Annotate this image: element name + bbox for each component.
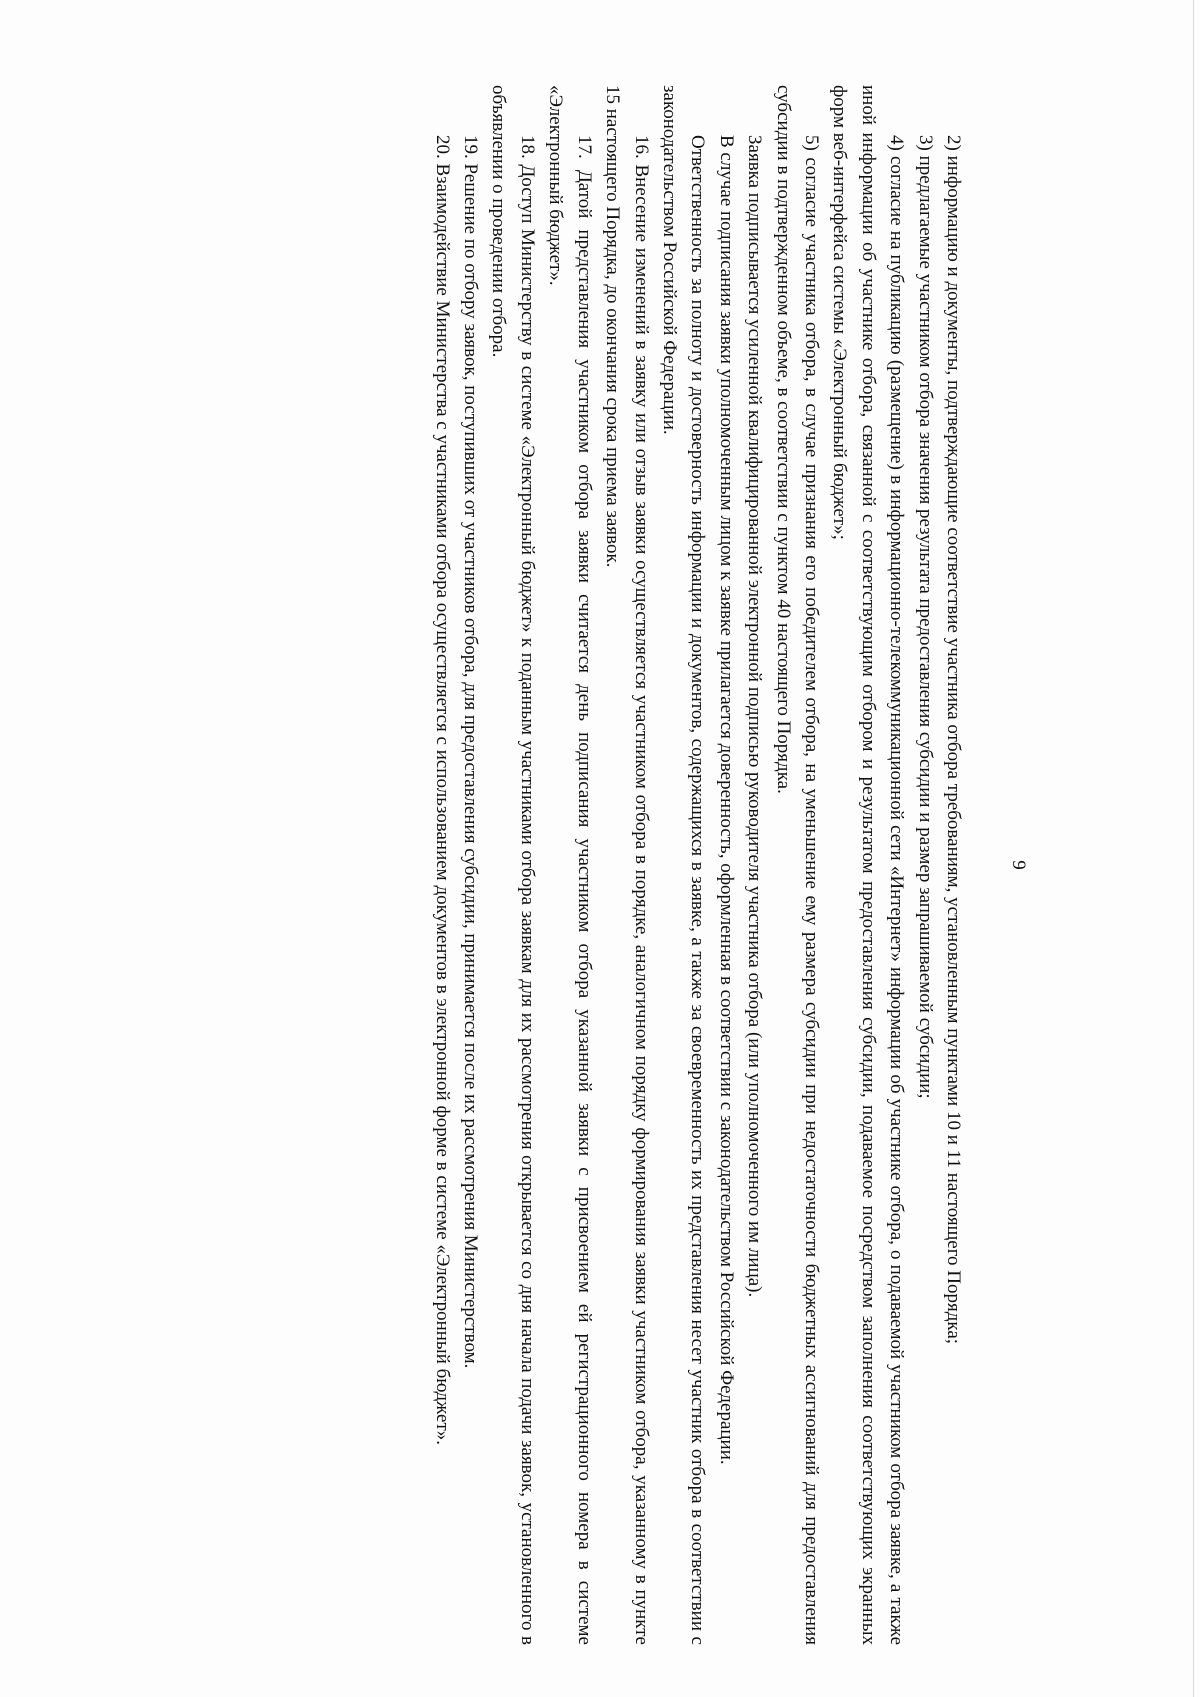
rotated-text-block [129, 85, 1029, 1645]
paragraph-16: 16. Внесение изменений в заявку или отзыв заявки осуществляется участником отбора в порядке, аналогичном порядку формирования заявки участником отбора, указанному в пункте 15 настоящего Порядка, до окончания срока приема заявок. [602, 85, 652, 1645]
paragraph-19: 19. Решение по отбору заявок, поступивших от участников отбора, для предоставления субсидии, принимается после их рассмотрения Министерством. [460, 135, 482, 1369]
paragraph-signature: Заявка подписывается усиленной квалифицированной электронной подписью руководителя участника отбора (или уполномоченного им лица). [744, 135, 766, 1298]
paragraph-item-2: 2) информацию и документы, подтверждающие соответствие участника отбора требованиям, установленным пунктами 10 и 11 настоящего Порядка; [943, 135, 964, 1345]
paragraph-responsibility: Ответственность за полноту и достоверность информации и документов, содержащихся в заявке, а также за своевременность их представления несет участник отбора в соответствии с законодательством Российской Федерации. [658, 85, 709, 1645]
page-edge-line [1193, 0, 1194, 1697]
paragraph-17: 17. Датой представления участником отбора заявки считается день подписания участником отбора указанной заявки с присвоением ей регистрационного номера в системе «Электронный бюджет». [545, 85, 595, 1645]
paragraph-item-3: 3) предлагаемые участником отбора значения результата предоставления субсидии и размер запрашиваемой субсидии; [914, 135, 936, 1099]
paragraph-power-of-attorney: В случае подписания заявки уполномоченным лицом к заявке прилагается доверенность, оформленная в соответствии с законодательством Российской Федерации. [715, 135, 737, 1465]
paragraph-20: 20. Взаимодействие Министерства с участниками отбора осуществляется с использованием документов в электронной форме в системе «Электронный бюджет». [431, 135, 453, 1446]
document-body [427, 85, 967, 1645]
paragraph-18: 18. Доступ Министерству в системе «Электронный бюджет» к поданным участниками отбора заявкам для их рассмотрения открывается со дня начала подачи заявок, установленного в объявлении о проведении отбора. [488, 85, 538, 1645]
paragraph-item-5: 5) согласие участника отбора, в случае признания его победителем отбора, на уменьшение ему размера субсидии при недостаточности бюджетных ассигнований для предоставления субсидии в подтвержденном объеме, в соответствии с пунктом 40 настоящего Порядка. [772, 85, 822, 1645]
page-number: 9 [1008, 860, 1029, 870]
paragraph-item-4: 4) согласие на публикацию (размещение) в информационно-телекоммуникационной сети «Интернет» информации об участнике отбора, о подаваемой участником отбора заявке, а также иной информации об участнике отбора, связанной с соответствующим отбором и результатом предоставления субсидии, подаваемое посредством заполнения соответствующих экранных форм веб-интерфейса системы «Электронный бюджет»; [829, 85, 908, 1645]
